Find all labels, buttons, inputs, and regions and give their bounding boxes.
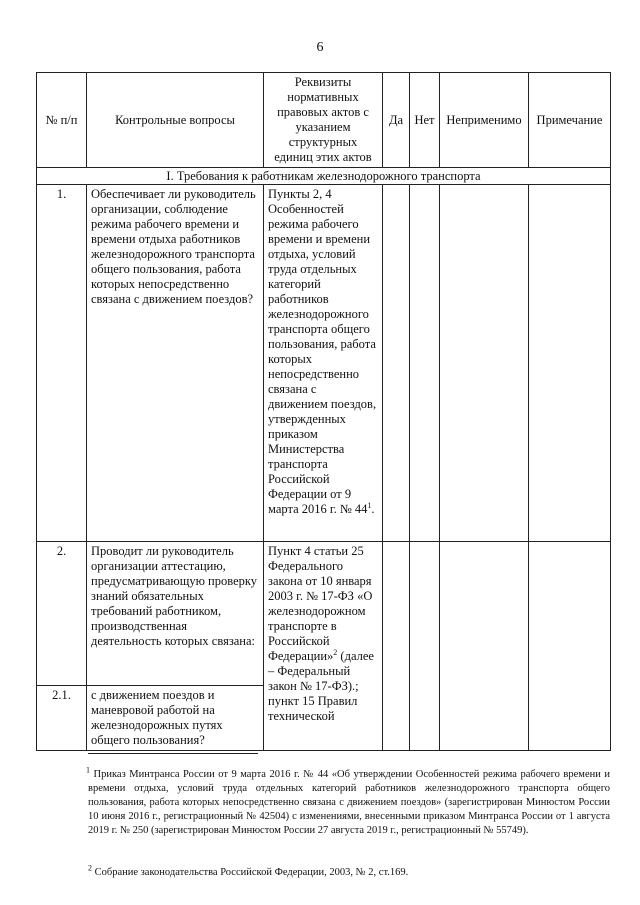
table-row — [37, 185, 611, 542]
row-note — [529, 185, 611, 542]
row-no — [410, 542, 440, 751]
header-note: Примечание — [529, 73, 611, 168]
page-number: 6 — [316, 40, 324, 55]
row-question: Обеспечивает ли руководитель организации, соблюдение режима рабочего времени и времени отдыха работников железнодорожного транспорта общего пользования, работа которых непосредственно связана с движением поездов? — [87, 185, 264, 542]
header-no: Нет — [410, 73, 440, 168]
row-na — [440, 542, 529, 751]
row-yes — [383, 185, 410, 542]
header-question: Контрольные вопросы — [87, 73, 264, 168]
row-num: 1. — [37, 185, 87, 542]
header-yes: Да — [383, 73, 410, 168]
footnote-separator — [88, 753, 258, 754]
row-requisites: Пункт 4 статьи 25 Федерального закона от 10 января 2003 г. № 17-ФЗ «О железнодорожном транспорте в Российской Федерации»$^2$ (далее – Федеральный закон № 17-ФЗ).; пункт 15 Правил технической — [264, 542, 383, 751]
header-num: № п/п — [37, 73, 87, 168]
row-note — [529, 542, 611, 751]
row-na — [440, 185, 529, 542]
row-no — [410, 185, 440, 542]
table-row — [37, 542, 611, 686]
row-requisites: Пункты 2, 4 Особенностей режима рабочего времени и времени отдыха, условий труда отдельных категорий работников железнодорожного транспорта общего пользования, работа которых непосредственно связана с движением поездов, утвержденных приказом Министерства транспорта Российской Федерации от 9 марта 2016 г. № $44^1$. — [264, 185, 383, 542]
row-question: с движением поездов и маневровой работой на железнодорожных путях общего пользования? — [87, 686, 264, 751]
footnote-2: $^2$ Собрание законодательства Российской Федерации, 2003, № 2, ст.169. — [88, 863, 409, 878]
footnote-ref: 2 — [333, 647, 338, 657]
section-title: I. Требования к работникам железнодорожного транспорта — [37, 168, 611, 185]
header-na: Неприменимо — [440, 73, 529, 168]
row-num: 2. — [37, 542, 87, 686]
row-question: Проводит ли руководитель организации аттестацию, предусматривающую проверку знаний обязательных требований работником, производственная деятельность которых связана: — [87, 542, 264, 686]
row-num: 2.1. — [37, 686, 87, 751]
footnote-1: $^1$ Приказ Минтранса России от 9 марта 2016 г. № 44 «Об утверждении Особенностей режима рабочего времени и времени отдыха, условий труда отдельных категорий работников железнодорожного транспорта общего пользования, работа которых непосредственно связана с движением поездов» (зарегистрирован Минюстом России 10 июня 2016 г., регистрационный № 42504) с изменениями, внесенными приказом Минтранса России от 1 августа 2019 г. № 250 (зарегистрирован Минюстом России 27 августа 2019 г., регистрационный № 55749). — [86, 765, 610, 836]
row-yes — [383, 542, 410, 751]
header-requisites: Реквизиты нормативных правовых актов с указанием структурных единиц этих актов — [264, 73, 383, 168]
checklist-table — [36, 72, 611, 751]
footnote-ref: 1 — [367, 500, 372, 510]
